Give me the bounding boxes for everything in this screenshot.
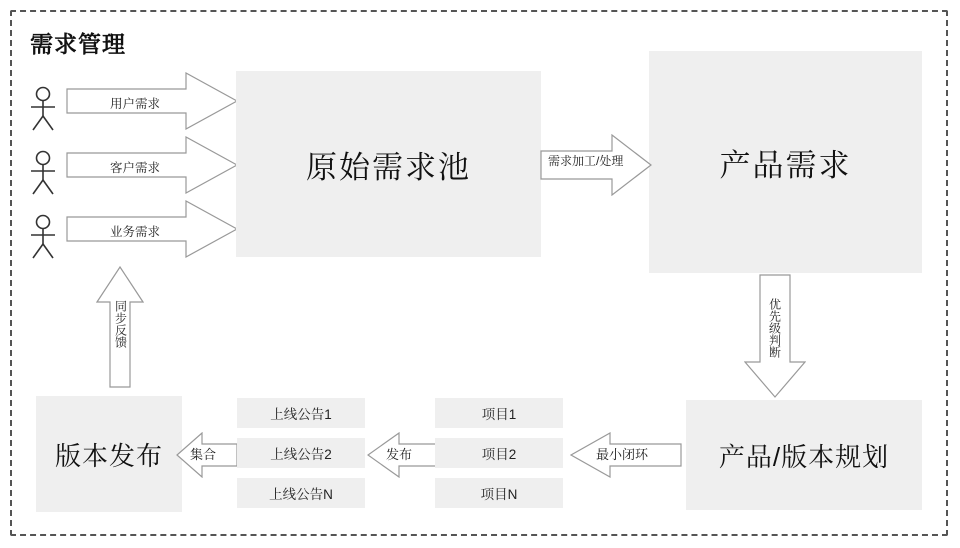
list-item-announcement-2-label: 上线公告2 xyxy=(270,447,332,462)
list-item-announcement-1[interactable] xyxy=(237,398,365,428)
box-version-release-label: 版本发布 xyxy=(54,440,163,471)
list-item-announcement-1-label: 上线公告1 xyxy=(270,407,332,422)
actor-customer xyxy=(26,150,60,196)
arrow-publish-label: 发布 xyxy=(386,447,413,462)
list-item-project-1-label: 项目1 xyxy=(481,407,517,422)
arrow-feedback-label: 同步反馈 xyxy=(113,300,128,348)
list-item-project-n[interactable] xyxy=(435,478,563,508)
list-item-project-1[interactable] xyxy=(435,398,563,428)
box-product-version-plan-label: 产品/版本规划 xyxy=(718,441,890,472)
actor-business xyxy=(26,214,60,260)
arrow-process-label: 需求加工/处理 xyxy=(548,154,624,168)
list-item-project-2-label: 项目2 xyxy=(481,447,517,462)
arrow-aggregate-label: 集合 xyxy=(190,447,217,462)
box-product-requirement[interactable] xyxy=(649,51,922,273)
page-title: 需求管理 xyxy=(30,31,126,57)
input-arrow-user-label: 用户需求 xyxy=(110,97,161,111)
list-item-announcement-n[interactable] xyxy=(237,478,365,508)
list-item-project-2[interactable] xyxy=(435,438,563,468)
list-item-project-n-label: 项目N xyxy=(480,487,518,502)
arrow-min-loop-label: 最小闭环 xyxy=(596,447,649,462)
box-product-requirement-label: 产品需求 xyxy=(719,147,852,183)
box-raw-requirement-pool[interactable] xyxy=(236,71,541,257)
list-item-announcement-n-label: 上线公告N xyxy=(269,487,333,502)
input-arrow-customer-label: 客户需求 xyxy=(110,161,161,175)
box-raw-requirement-pool-label: 原始需求池 xyxy=(306,149,471,185)
list-item-announcement-2[interactable] xyxy=(237,438,365,468)
box-product-version-plan[interactable] xyxy=(686,400,922,510)
arrow-priority-label: 优先级判断 xyxy=(767,298,782,358)
input-arrow-business-label: 业务需求 xyxy=(110,225,161,239)
box-version-release[interactable] xyxy=(36,396,182,512)
actor-user xyxy=(26,86,60,132)
